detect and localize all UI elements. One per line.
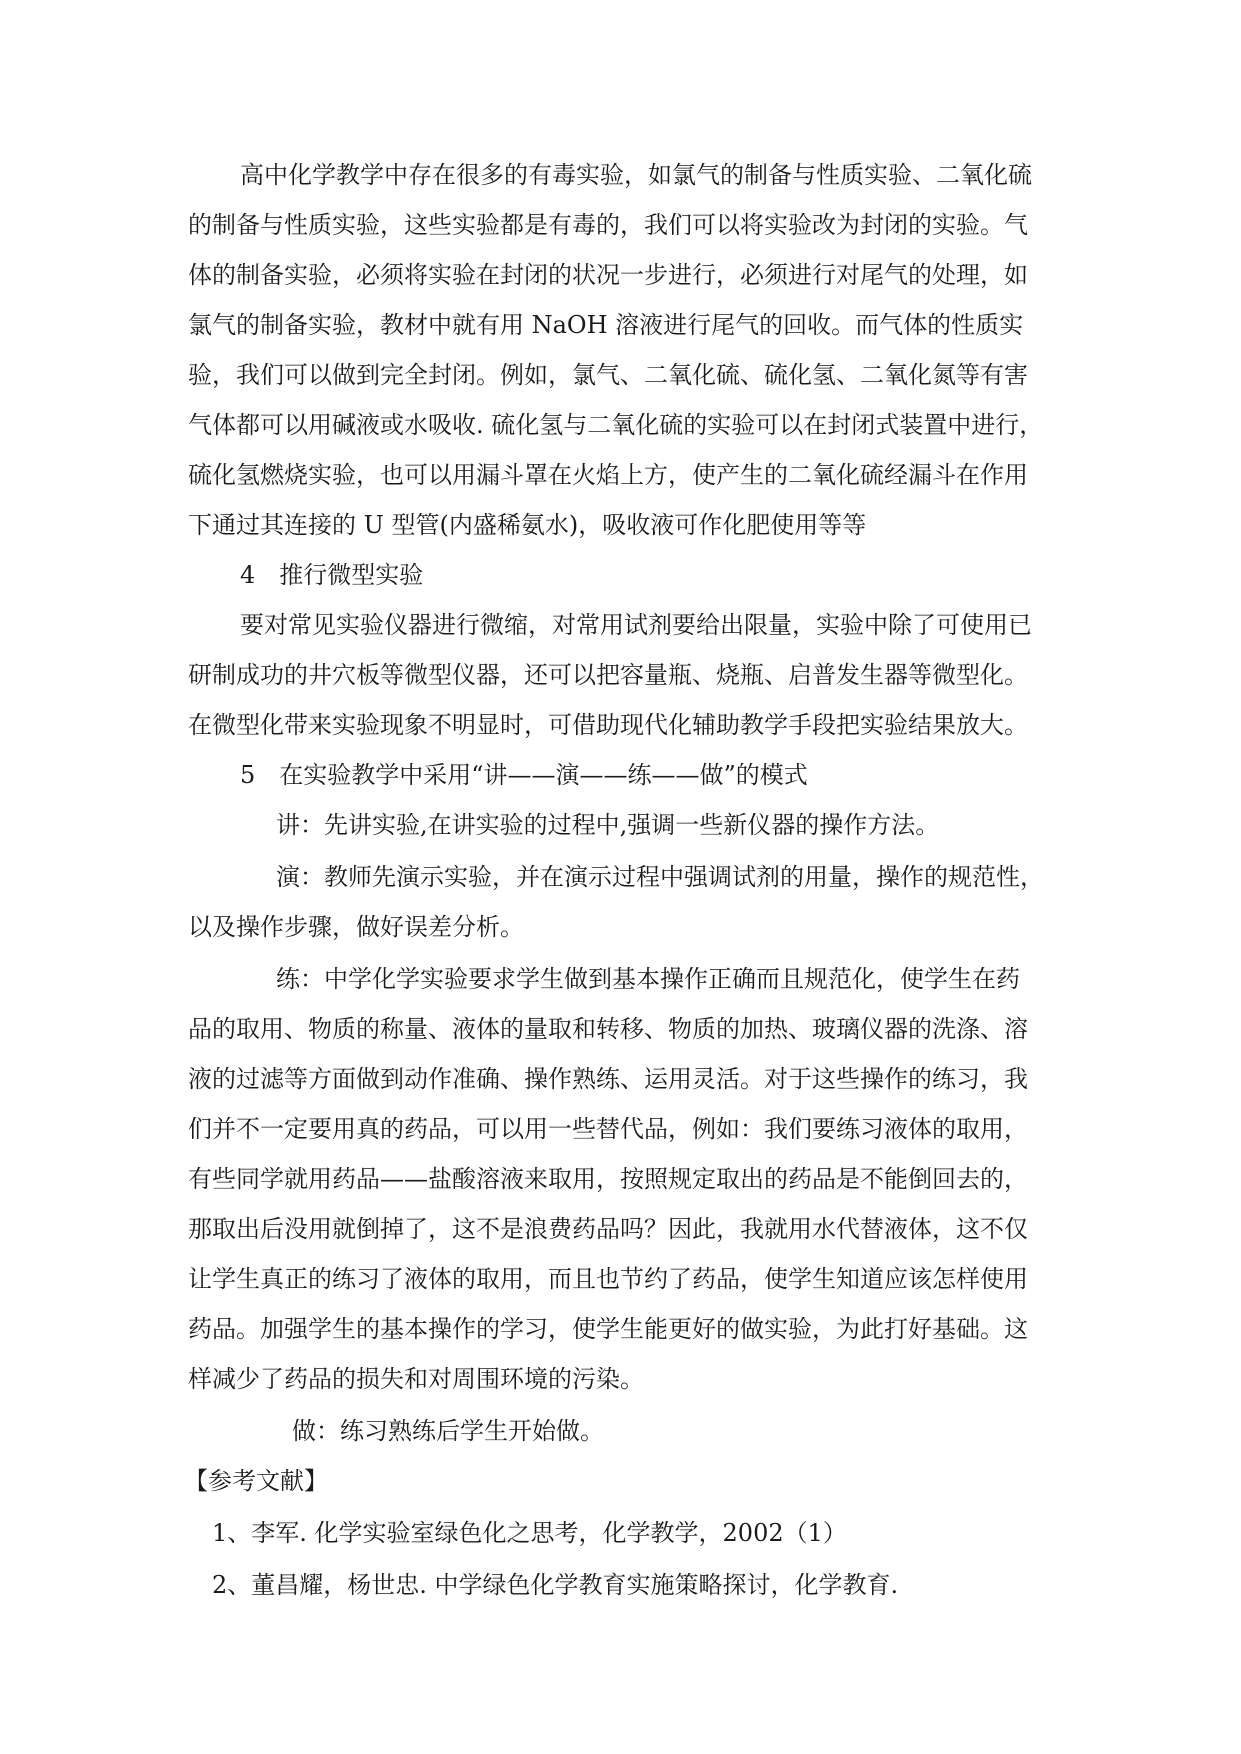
text-line: 练：中学化学实验要求学生做到基本操作正确而且规范化，使学生在药 [276,965,1020,993]
text-line: 要对常见实验仪器进行微缩，对常用试剂要给出限量，实验中除了可使用已 [240,611,1032,639]
text-line: 硫化氢燃烧实验，也可以用漏斗罩在火焰上方，使产生的二氧化硫经漏斗在作用 [188,461,1028,489]
text-line: 验，我们可以做到完全封闭。例如，氯气、二氧化硫、硫化氢、二氧化氮等有害 [188,361,1028,389]
paragraph-jiang: 讲：先讲实验,在讲实验的过程中,强调一些新仪器的操作方法。 [276,811,940,839]
section-heading-5: 5 在实验教学中采用“讲——演——练——做”的模式 [240,761,808,789]
text-line: 高中化学教学中存在很多的有毒实验，如氯气的制备与性质实验、二氧化硫 [240,161,1032,189]
section-heading-4: 4 推行微型实验 [240,561,424,589]
text-line: 那取出后没用就倒掉了，这不是浪费药品吗？因此，我就用水代替液体，这不仅 [188,1215,1028,1243]
text-line: 液的过滤等方面做到动作准确、操作熟练、运用灵活。对于这些操作的练习，我 [188,1065,1028,1093]
text-line: 有些同学就用药品——盐酸溶液来取用，按照规定取出的药品是不能倒回去的， [188,1165,1028,1193]
text-line: 们并不一定要用真的药品，可以用一些替代品，例如：我们要练习液体的取用， [188,1115,1028,1143]
text-line: 体的制备实验，必须将实验在封闭的状况一步进行，必须进行对尾气的处理，如 [188,261,1028,289]
text-line: 让学生真正的练习了液体的取用，而且也节约了药品，使学生知道应该怎样使用 [188,1265,1028,1293]
text-line: 演：教师先演示实验，并在演示过程中强调试剂的用量，操作的规范性， [276,863,1044,891]
text-line: 品的取用、物质的称量、液体的量取和转移、物质的加热、玻璃仪器的洗涤、溶 [188,1015,1028,1043]
text-line: 氯气的制备实验，教材中就有用 NaOH 溶液进行尾气的回收。而气体的性质实 [188,311,1024,339]
text-line: 在微型化带来实验现象不明显时，可借助现代化辅助教学手段把实验结果放大。 [188,711,1028,739]
references-heading: 【参考文献】 [184,1467,328,1495]
reference-item: 1、李军. 化学实验室绿色化之思考，化学教学，2002（1） [212,1519,847,1547]
text-line: 的制备与性质实验，这些实验都是有毒的，我们可以将实验改为封闭的实验。气 [188,211,1028,239]
text-line: 以及操作步骤，做好误差分析。 [188,913,524,941]
text-line: 气体都可以用碱液或水吸收. 硫化氢与二氧化硫的实验可以在封闭式装置中进行， [188,411,1044,439]
text-line: 药品。加强学生的基本操作的学习，使学生能更好的做实验，为此打好基础。这 [188,1315,1028,1343]
text-line: 下通过其连接的 U 型管(内盛稀氨水)，吸收液可作化肥使用等等 [188,511,867,539]
text-line: 研制成功的井穴板等微型仪器，还可以把容量瓶、烧瓶、启普发生器等微型化。 [188,661,1028,689]
reference-item: 2、董昌耀，杨世忠. 中学绿色化学教育实施策略探讨，化学教育. [212,1571,899,1599]
text-line: 样减少了药品的损失和对周围环境的污染。 [188,1365,644,1393]
paragraph-zuo: 做：练习熟练后学生开始做。 [292,1417,604,1445]
